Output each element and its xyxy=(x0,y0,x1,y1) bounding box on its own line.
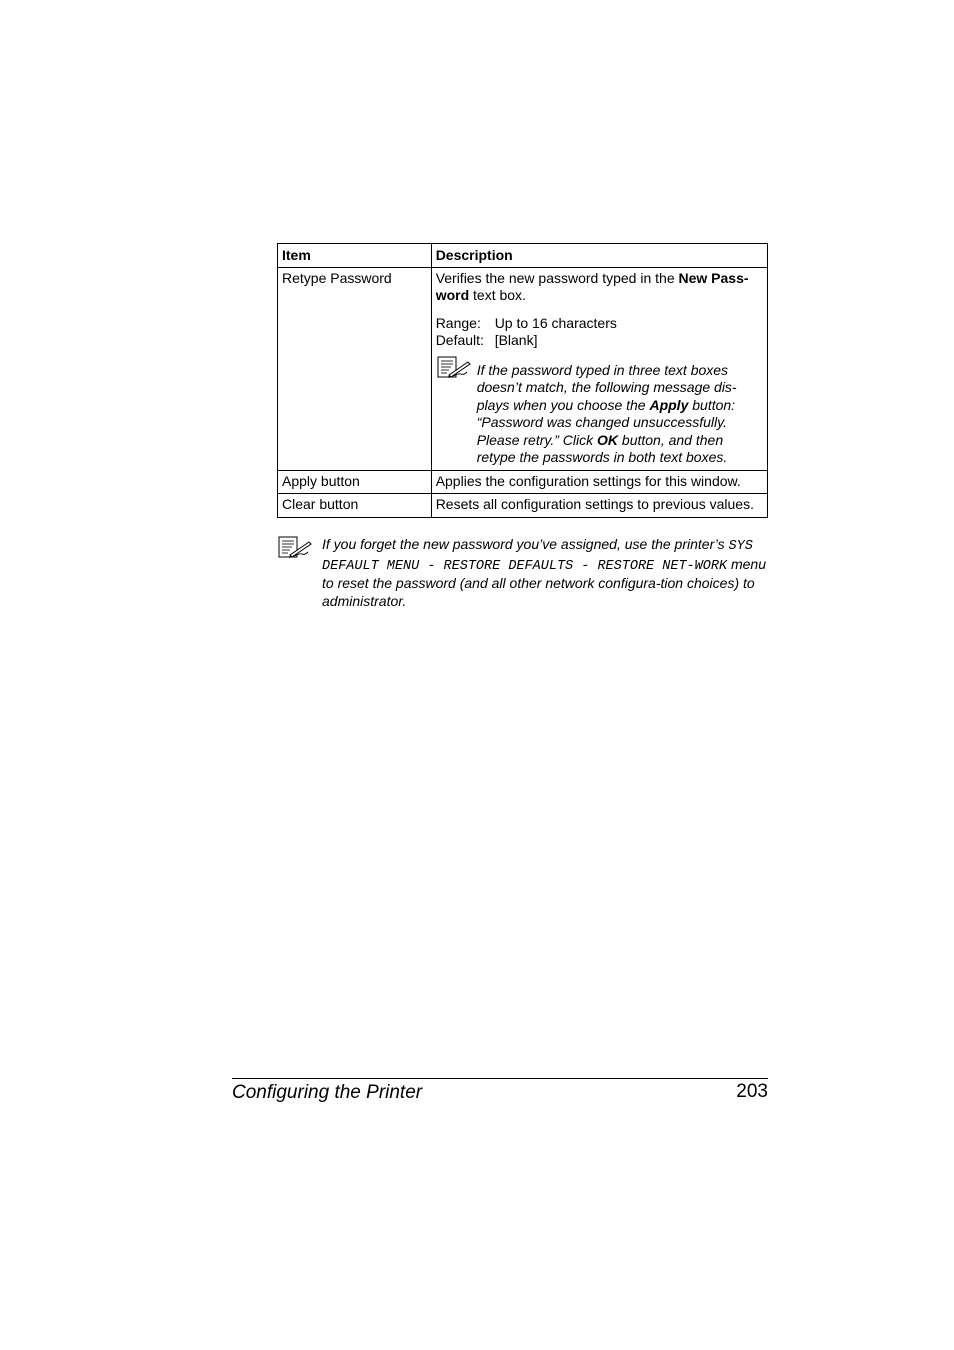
default-value: [Blank] xyxy=(494,332,538,348)
cell-item: Retype Password xyxy=(278,267,432,470)
desc-text: Verifies the new password typed in the xyxy=(435,269,679,286)
retype-note xyxy=(436,362,763,467)
desc-bold-field: New Pass-word xyxy=(435,269,749,303)
note-pen-icon xyxy=(277,536,313,560)
note-pen-icon xyxy=(437,356,471,380)
header-description: Description xyxy=(431,244,767,268)
table-header-row xyxy=(278,244,768,268)
table-row-apply-button xyxy=(278,470,768,494)
note-ok-bold: OK xyxy=(597,431,619,448)
range-line xyxy=(436,315,763,333)
forgot-password-note xyxy=(277,536,769,610)
desc-text-end: text box. xyxy=(469,287,526,303)
retype-description xyxy=(436,270,763,305)
range-value: Up to 16 characters xyxy=(494,314,617,331)
note-text: If the password typed in three text boxes doesn’t match, the following message dis-plays when you choose the xyxy=(476,361,737,413)
settings-table xyxy=(277,243,768,518)
note-text-end: menu to reset the password (and all other network configura-tion choices) to administrator. xyxy=(322,555,766,609)
note-text: If you forget the new password you’ve assigned, use the printer’s xyxy=(322,536,729,552)
menu-path: SYS DEFAULT MENU - RESTORE DEFAULTS - RESTORE NET-WORK xyxy=(322,539,753,574)
cell-item: Clear button xyxy=(278,494,432,518)
page-number: 203 xyxy=(736,1081,768,1102)
note-text-end: button, and then retype the passwords in both text boxes. xyxy=(476,431,728,465)
note-apply-bold: Apply xyxy=(649,396,689,413)
range-label: Range: xyxy=(435,314,481,331)
cell-description xyxy=(431,267,767,470)
cell-description: Applies the configuration settings for this window. xyxy=(431,470,767,494)
header-item: Item xyxy=(278,244,432,268)
cell-description: Resets all configuration settings to previous values. xyxy=(431,494,767,518)
note-text-mid: button: “Password was changed unsuccessfully. Please retry.” Click xyxy=(476,396,736,448)
table-row-retype-password xyxy=(278,267,768,470)
default-line xyxy=(436,332,763,350)
footer-divider xyxy=(232,1078,768,1079)
footer-chapter-title: Configuring the Printer xyxy=(232,1082,423,1103)
note-body xyxy=(322,536,769,610)
default-label: Default: xyxy=(435,332,484,348)
cell-item: Apply button xyxy=(278,470,432,494)
table-row-clear-button xyxy=(278,494,768,518)
